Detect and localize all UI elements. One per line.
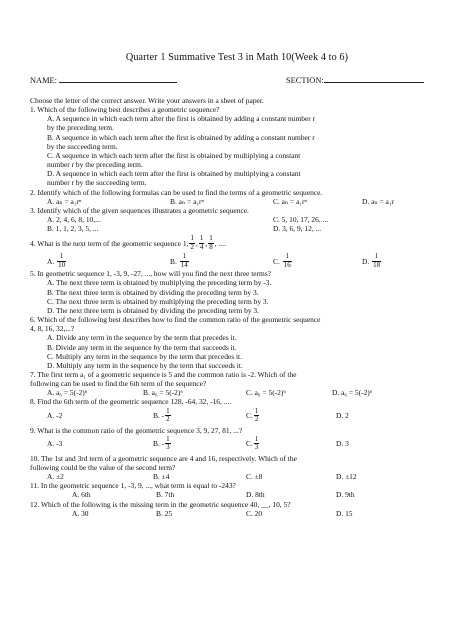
fraction: $\frac{1}{4}$ (199, 234, 204, 251)
choice-d: D. 3, 6, 9, 12, ... (273, 224, 322, 234)
page-title: Quarter 1 Summative Test 3 in Math 10(Week 4 to 6) (125, 52, 349, 63)
choice-c: C. 20 (246, 508, 263, 518)
choices-row (30, 224, 450, 233)
question-stem: 8. Find the 6th term of the geometric sequence 128, -64, 32, -16, .... (30, 397, 232, 407)
choice-c: C. 5, 10, 17, 26, ... (273, 215, 329, 225)
choice-d: D. 9th (336, 490, 355, 500)
choice-b: B. ±4 (153, 472, 170, 482)
choice-c: C. $\frac{1}{16}$ (273, 252, 291, 269)
question-9 (30, 426, 450, 452)
choice-a: A. Divide any term in the sequence by the term that precedes it. (47, 333, 237, 343)
choice-d: D. 2 (336, 410, 349, 420)
choice-a: A. ±2 (47, 472, 64, 482)
choice-b: B. Divide any term in the sequence by the term that succeeds it. (47, 342, 237, 352)
question-3 (30, 206, 450, 233)
question-7 (30, 370, 450, 397)
question-8 (30, 397, 450, 423)
choice-a: A. A sequence in which each term after the first is obtained by adding a constant number r (47, 114, 316, 124)
question-stem: 2. Identify which of the following formulas can be used to find the terms of a geometric sequence. (30, 187, 323, 197)
name-blank[interactable] (59, 74, 177, 83)
choices-row (30, 388, 450, 397)
section-label: SECTION: (286, 76, 324, 85)
choice-b: B. - $\frac{1}{2}$ (153, 406, 170, 424)
choices-row (30, 407, 450, 424)
choices-row (30, 509, 450, 518)
choices-row (30, 435, 450, 452)
question-2 (30, 188, 450, 206)
choice-b: B. 25 (156, 508, 173, 518)
fraction: $\frac{1}{8}$ (209, 234, 213, 251)
questions-body (30, 96, 450, 518)
choice-b: B. a₆ = 5(-2)⁶ (143, 388, 183, 398)
choices-row (30, 252, 450, 269)
choice-d: D. 3 (336, 438, 349, 448)
choices-row (30, 490, 450, 499)
choices-row (30, 215, 450, 224)
choice-d: D. Multiply any term in the sequence by the term that succeeds it. (47, 360, 243, 370)
question-stem: 10. The 1st and 3rd term of a geometric sequence are 4 and 16, respectively. Which of the (30, 453, 297, 463)
choice-d: D. A sequence in which each term after the first is obtained by multiplying a constant (47, 169, 301, 179)
question-stem-cont: following could be the value of the second term? (30, 462, 176, 472)
question-stem-cont: 4, 8, 16, 32,...? (30, 324, 75, 334)
question-stem-cont: following can be used to find the 6th term of the sequence? (30, 379, 207, 389)
choice-b-cont: by the succeeding term. (47, 141, 118, 151)
choice-c: C. aₙ = a₁rⁿ (273, 196, 307, 206)
choice-b: B. $\frac{1}{14}$ (170, 252, 188, 269)
question-stem: 7. The first term a₁ of a geometric sequence is 5 and the common ratio is -2. Which of the (30, 370, 297, 380)
choice-d: D. $\frac{1}{18}$ (362, 252, 381, 269)
choices-row (30, 472, 450, 481)
choice-b: B. A sequence in which each term after the first is obtained by adding a constant number r (47, 132, 315, 142)
choice-a: A. a₆ = 5(-2)⁶ (47, 388, 88, 398)
choice-d: D. 15 (336, 508, 353, 518)
choice-c: C. $\frac{1}{2}$ (246, 406, 259, 424)
question-stem: 11. In the geometric sequence 1, -3, 9, ..., what term is equal to -243? (30, 481, 236, 491)
question-4 (30, 235, 450, 269)
instructions: Choose the letter of the correct answer. Write your answers in a sheet of paper. (30, 96, 264, 105)
choice-c: C. $\frac{1}{3}$ (246, 434, 259, 452)
question-stem: 4. What is the next term of the geometric sequence 1, $\frac{1}{2}$ , $\frac{1}{4}$ , $\frac{1}{8}$ , .... (30, 234, 226, 251)
name-section-row (30, 74, 450, 85)
choice-a: A. aₙ = a₁rⁿ (47, 196, 82, 206)
question-11 (30, 481, 450, 499)
choice-b: B. 7th (156, 490, 175, 500)
choices-row (30, 197, 450, 206)
question-5 (30, 269, 450, 315)
choice-a: A. 6th (72, 490, 91, 500)
section-blank[interactable] (324, 74, 424, 83)
choice-d: D. a₆ = 5(-2)⁶ (332, 388, 373, 398)
choice-b: B. aₙ = a₁rⁿ (170, 196, 204, 206)
question-stem: 6. Which of the following best describes how to find the common ratio of the geometric sequence (30, 315, 321, 325)
choice-a: A. 2, 4, 6, 8, 10,... (47, 215, 101, 225)
question-1 (30, 105, 450, 187)
question-stem: 12. Which of the following is the missing term in the geometric sequence 40, __, 10, 5? (30, 499, 291, 509)
name-label: NAME: (30, 76, 60, 85)
choice-d-cont: number r by the succeeding term. (47, 178, 147, 188)
choice-c: C. ±8 (246, 472, 263, 482)
choice-d: D. ±12 (336, 472, 357, 482)
choice-a: A. -2 (47, 410, 63, 420)
choice-a: A. -3 (47, 438, 63, 448)
question-6 (30, 315, 450, 370)
choice-c: C. A sequence in which each term after the first is obtained by multiplying a constant (47, 150, 301, 160)
choice-c: D. 8th (246, 490, 265, 500)
question-stem: 1. Which of the following best describes a geometric sequence? (30, 105, 220, 115)
question-12 (30, 500, 450, 518)
choice-c: C. a₆ = 5(-2)⁶ (246, 388, 286, 398)
choice-c: C. The next three term is obtained by multiplying the preceding term by 3. (47, 296, 269, 306)
choice-d: D. The next three term is obtained by dividing the preceding term by 3. (47, 305, 259, 315)
choice-d: D. aₙ = a₁r (362, 196, 394, 206)
question-stem: 9. What is the common ratio of the geometric sequence 3, 9, 27, 81, ...? (30, 425, 243, 435)
choice-b: B. The next three term is obtained by dividing the preceding term by 3. (47, 287, 259, 297)
question-stem: 3. Identify which of the given sequences illustrates a geometric sequence. (30, 205, 249, 215)
fraction: $\frac{1}{2}$ (190, 234, 194, 251)
choice-c: C. Multiply any term in the sequence by the term that precedes it. (47, 351, 242, 361)
choice-b: B. 1, 1, 2, 3, 5, ... (47, 224, 99, 234)
choice-b: B. - $\frac{1}{3}$ (153, 434, 170, 452)
question-stem: 5. In geometric sequence 1, -3, 9, -27, ..., how will you find the next three terms? (30, 269, 272, 279)
choice-a: A. 30 (72, 508, 89, 518)
question-10 (30, 454, 450, 481)
choice-a-cont: by the preceding term. (47, 123, 114, 133)
choice-a: A. $\frac{1}{10}$ (47, 252, 66, 269)
choice-a: A. The next three term is obtained by multiplying the preceding term by -3. (47, 278, 272, 288)
choice-c-cont: number r by the preceding term. (47, 160, 143, 170)
